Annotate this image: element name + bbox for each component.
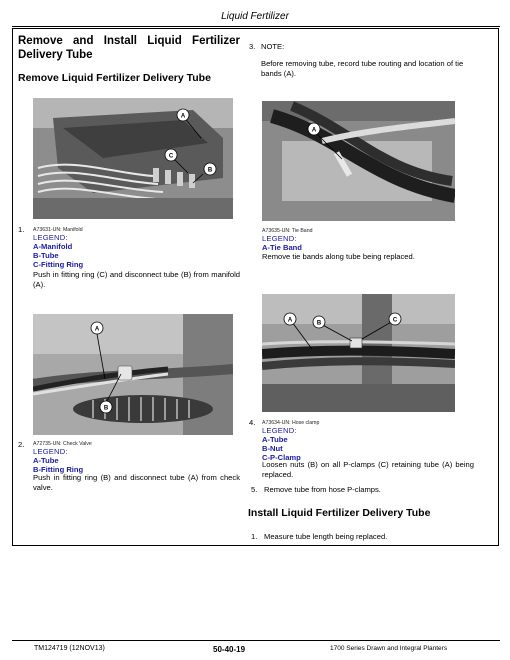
step-2-text: Push in fitting ring (B) and disconnect tube (A) from check valve. (33, 473, 240, 492)
callout-c: C (392, 317, 398, 324)
legend-item: A-Manifold (33, 242, 73, 251)
callout-a: A (311, 127, 317, 134)
step-3-legend-title: LEGEND: (262, 234, 297, 243)
callout-b: B (103, 405, 109, 412)
step-2-caption: A72735-UN: Check Valve (33, 441, 92, 447)
step-5-text: Remove tube from hose P-clamps. (264, 485, 381, 494)
footer-doc-id: TM124719 (12NOV13) (34, 645, 105, 652)
step-3-note-label: NOTE: (261, 42, 285, 51)
check-valve-photo (33, 314, 233, 435)
callout-b: B (207, 167, 213, 174)
step-1-text: Push in fitting ring (C) and disconnect tube (B) from manifold (A). (33, 270, 240, 289)
footer-rule (12, 640, 500, 641)
legend-item: A-Tie Band (262, 243, 302, 252)
tie-band-photo (262, 101, 455, 221)
step-4-legend (262, 435, 301, 462)
callout-a: A (94, 326, 100, 333)
legend-item: A-Tube (33, 456, 59, 465)
step-4-text: Loosen nuts (B) on all P-clamps (C) retaining tube (A) being replaced. (262, 460, 474, 479)
callout-a: A (287, 317, 293, 324)
legend-item: C-Fitting Ring (33, 260, 84, 269)
step-1-legend-title: LEGEND: (33, 233, 68, 242)
legend-item: C-P-Clamp (262, 453, 301, 462)
callout-a: A (180, 113, 186, 120)
legend-item: B-Tube (33, 251, 59, 260)
step-2-legend (33, 456, 83, 474)
step-3-text: Remove tie bands along tube being replaced. (262, 252, 415, 261)
step-2-legend-title: LEGEND: (33, 447, 68, 456)
footer-page-number: 50-40-19 (213, 645, 246, 654)
remove-subheading: Remove Liquid Fertilizer Delivery Tube (18, 72, 211, 84)
step-1-caption: A73631-UN: Manifold (33, 227, 83, 233)
install-step-1-text: Measure tube length being replaced. (264, 532, 388, 541)
step-5-number: 5. (251, 485, 258, 494)
page-header-title: Liquid Fertilizer (221, 11, 289, 22)
footer-manual-title: 1700 Series Drawn and Integral Planters (330, 645, 448, 652)
step-1-legend (33, 242, 83, 269)
manifold-photo (33, 98, 233, 219)
legend-item: B-Nut (262, 444, 283, 453)
install-heading: Install Liquid Fertilizer Delivery Tube (248, 507, 431, 519)
callout-b: B (316, 320, 322, 327)
callout-c: C (168, 153, 174, 160)
hose-clamp-photo (262, 294, 455, 412)
step-4-number: 4. (249, 418, 256, 427)
step-2-number: 2. (18, 440, 25, 449)
install-step-1-number: 1. (251, 532, 258, 541)
step-3-caption: A73635-UN: Tie Band (262, 228, 313, 234)
section-heading: Remove and Install Liquid Fertilizer Delivery Tube (18, 35, 240, 61)
step-4-caption: A73634-UN: Hose clamp (262, 420, 320, 426)
step-3-note: Before removing tube, record tube routing and location of tie bands (A). (261, 59, 464, 78)
header-rule (12, 26, 500, 27)
legend-item: A-Tube (262, 435, 288, 444)
step-1-number: 1. (18, 225, 25, 234)
step-3-number: 3. (249, 42, 256, 51)
legend-item: B-Fitting Ring (33, 465, 84, 474)
step-4-legend-title: LEGEND: (262, 426, 297, 435)
